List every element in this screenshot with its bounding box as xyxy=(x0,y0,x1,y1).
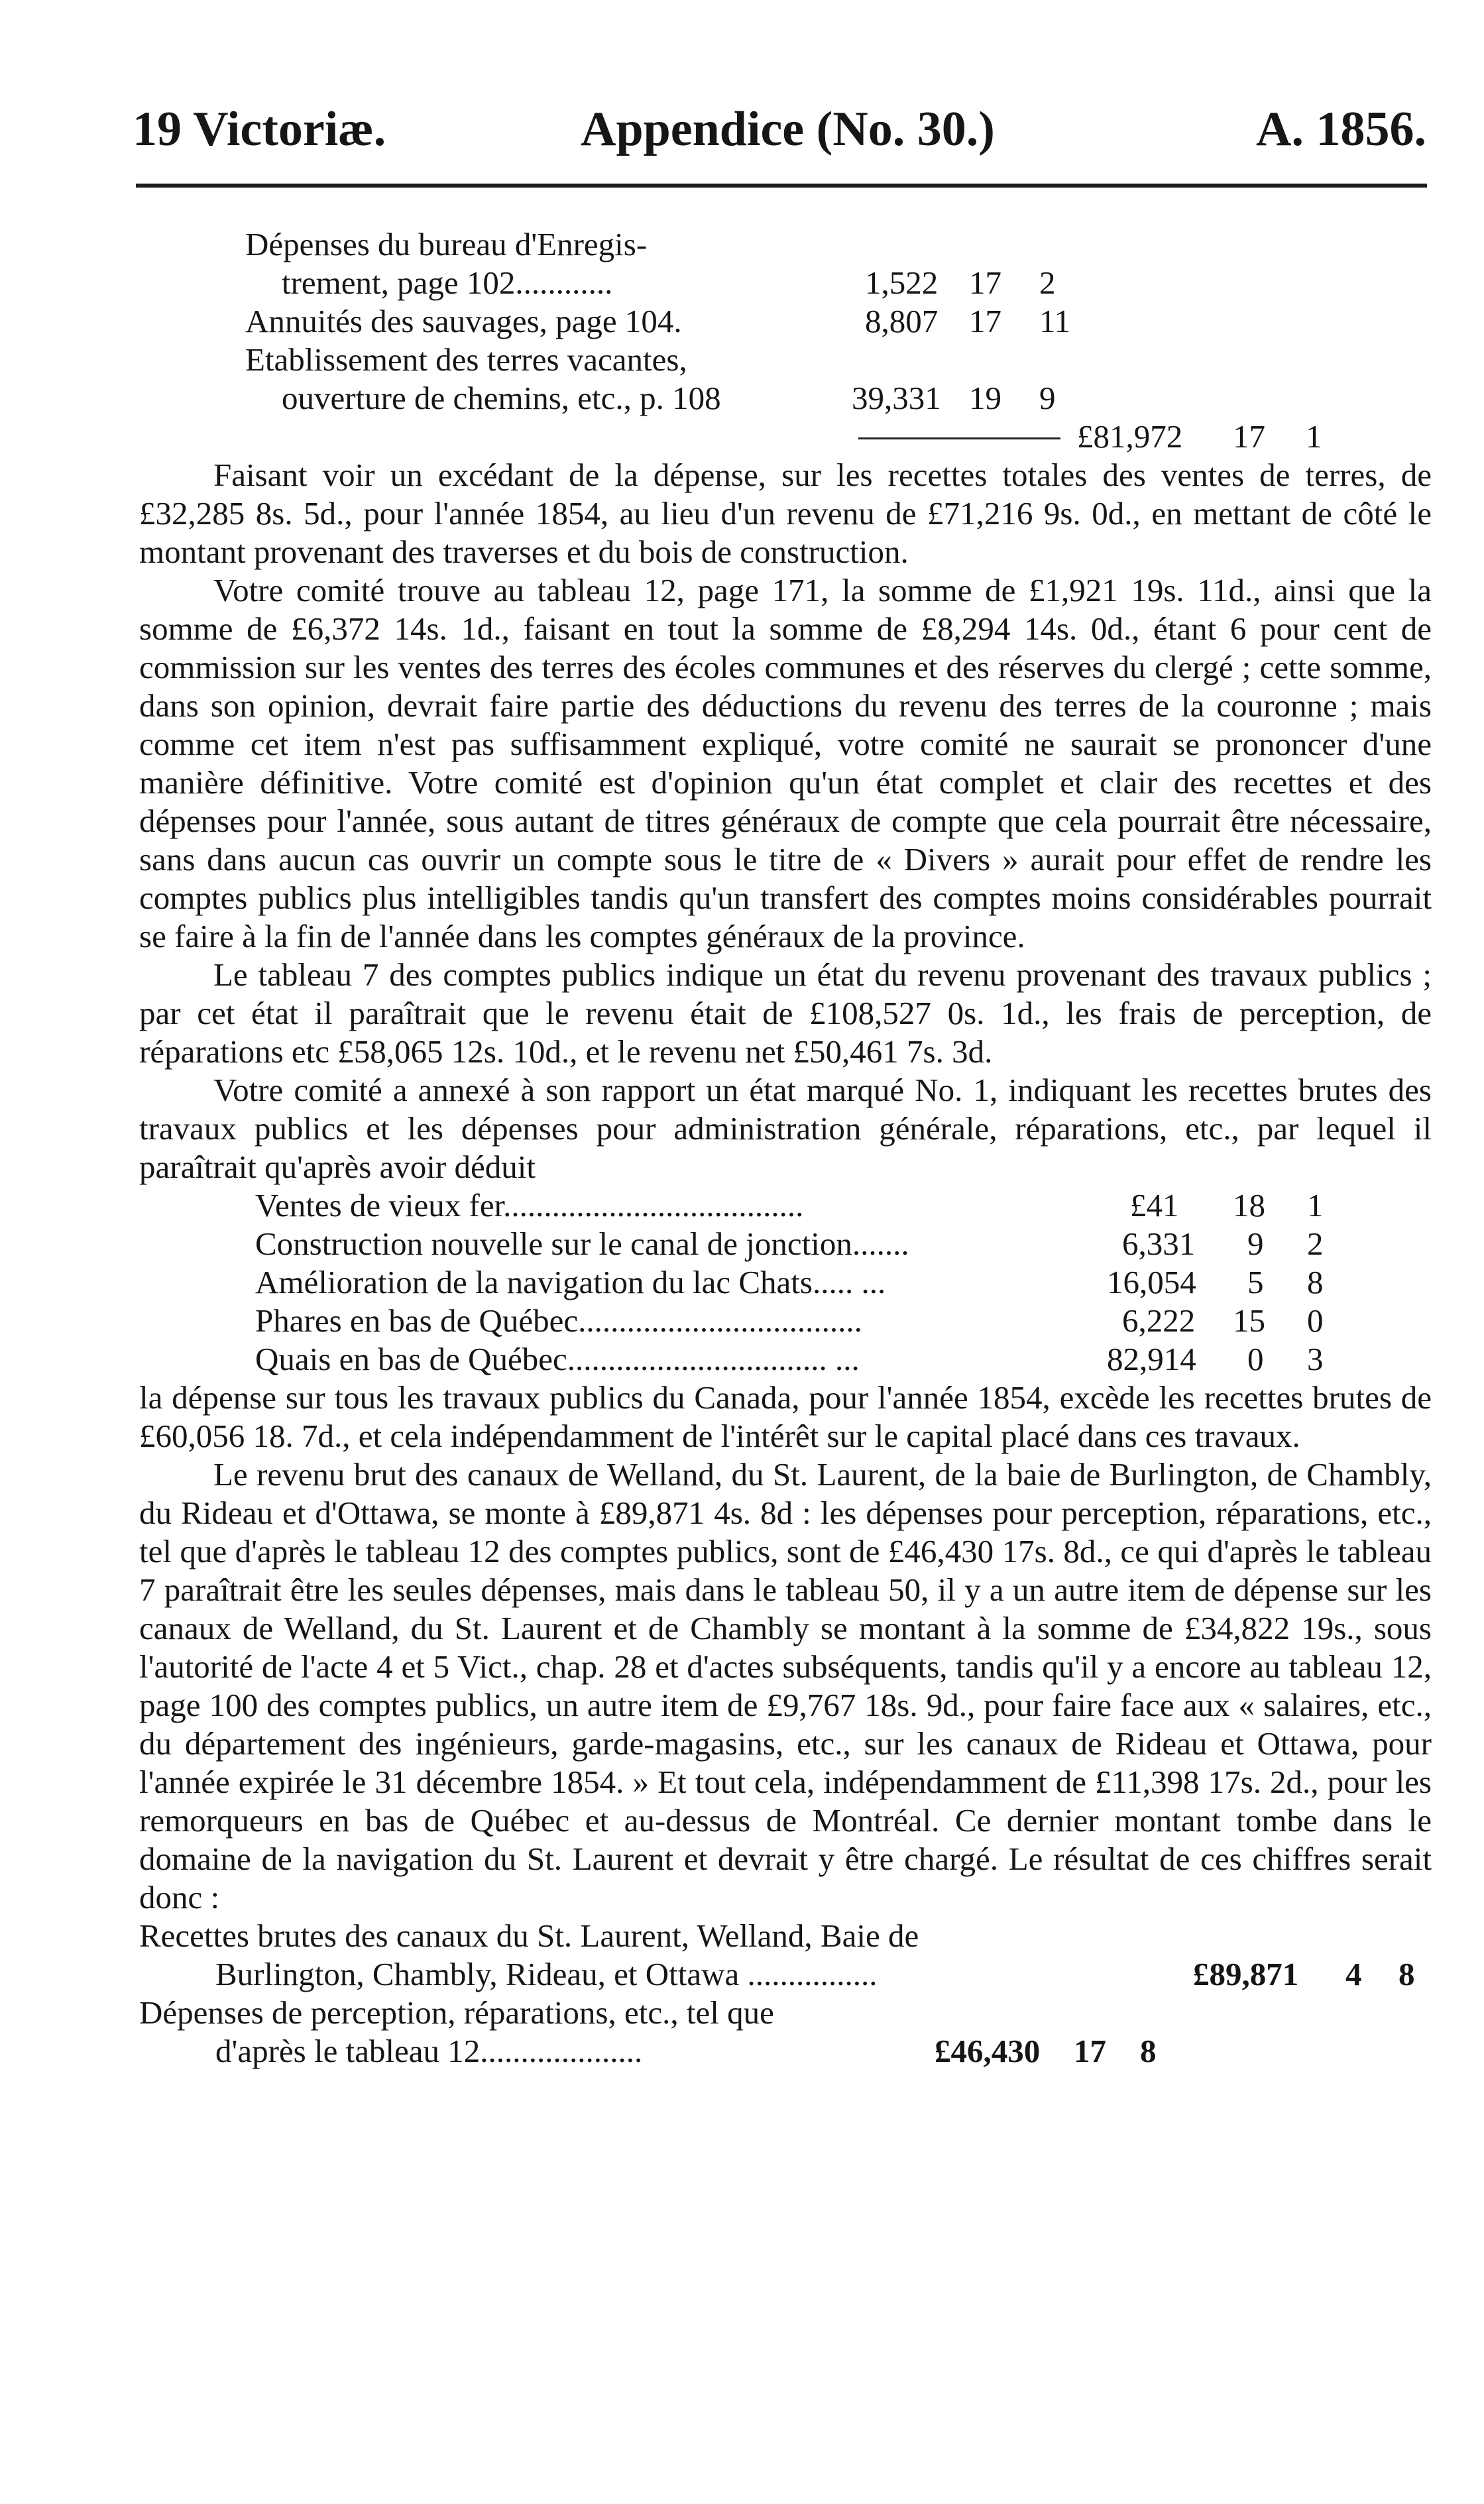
row-amount: 16,054 xyxy=(1107,1264,1196,1300)
row-label: Dépenses du bureau d'Enregis- xyxy=(245,226,648,262)
row-amount: 1,522 xyxy=(865,264,939,301)
table-row xyxy=(139,1955,1432,1994)
row-label: Recettes brutes des canaux du St. Laurent, Welland, Baie de xyxy=(139,1917,919,1954)
header-right: A. 1856. xyxy=(1256,102,1426,156)
row-amount: 8,807 xyxy=(865,303,939,339)
row-label: Dépenses de perception, réparations, etc., tel que xyxy=(139,1994,774,2031)
row-shillings: 0 xyxy=(1247,1341,1264,1377)
row-amount: £41 xyxy=(1130,1187,1179,1224)
table-row xyxy=(139,2032,1432,2071)
table-row xyxy=(139,302,1432,341)
row-shillings: 9 xyxy=(1247,1225,1264,1262)
row-label: Annuités des sauvages, page 104. xyxy=(245,303,682,339)
row-pence: 8 xyxy=(1140,2033,1157,2069)
table-row xyxy=(139,225,1432,264)
row-label: Ventes de vieux fer..................................... xyxy=(255,1187,804,1224)
header-center: Appendice (No. 30.) xyxy=(581,102,995,156)
row-amount: 6,331 xyxy=(1122,1225,1196,1262)
table-row xyxy=(139,1917,1432,1955)
total-rule xyxy=(858,437,1060,439)
table-row xyxy=(139,1302,1432,1340)
row-label: Quais en bas de Québec................................ ... xyxy=(255,1341,860,1377)
table-row xyxy=(139,1994,1432,2032)
table-row xyxy=(139,1340,1432,1379)
deduction-table xyxy=(139,1186,1432,1379)
table-row xyxy=(139,1263,1432,1302)
row-amount: 39,331 xyxy=(852,380,941,416)
summary-table xyxy=(139,1917,1432,2071)
row-shillings: 15 xyxy=(1233,1302,1265,1339)
row-label: Burlington, Chambly, Rideau, et Ottawa ................ xyxy=(215,1956,878,1992)
row-label: Construction nouvelle sur le canal de jonction....... xyxy=(255,1225,909,1262)
row-pence: 11 xyxy=(1039,303,1071,339)
row-pence: 1 xyxy=(1307,1187,1324,1224)
row-shillings: 17 xyxy=(969,264,1001,301)
row-pence: 3 xyxy=(1307,1341,1324,1377)
paragraph-4: Votre comité a annexé à son rapport un état marqué No. 1, indiquant les recettes brutes des travaux publics et les dépenses pour administration générale, réparations, etc., par lequel il paraîtrait qu'après avoir déduit xyxy=(139,1072,1432,1185)
table-row xyxy=(139,1186,1432,1225)
table-total-row xyxy=(139,418,1432,456)
row-pence: 8 xyxy=(1398,1956,1415,1992)
row-shillings: 17 xyxy=(1074,2033,1106,2069)
total-shillings: 17 xyxy=(1233,418,1265,455)
row-shillings: 17 xyxy=(969,303,1001,339)
total-pence: 1 xyxy=(1306,418,1322,455)
paragraph-6: Le revenu brut des canaux de Welland, du St. Laurent, de la baie de Burlington, de Chambly, du Rideau et d'Ottawa, se monte à £89,871 4s. 8d : les dépenses pour perception, réparations, etc., tel que d'après le tableau 12 des comptes publics, sont de £46,430 17s. 8d., ce qui d'après le tableau 7 paraîtrait être les seules dépenses, mais dans le tableau 50, il y a un autre item de dépense sur les canaux de Welland, du St. Laurent et de Chambly se montant à la somme de £34,822 19s., sous l'autorité de l'acte 4 et 5 Vict., chap. 28 et d'actes subséquents, tandis qu'il y a encore au tableau 12, page 100 des comptes publics, un autre item de £9,767 18s. 9d., pour faire face aux « salaires, etc., du département des ingénieurs, garde-magasins, etc., sur les canaux de Rideau et Ottawa, pour l'année expirée le 31 décembre 1854. » Et tout cela, indépendamment de £11,398 17s. 2d., pour les remorqueurs en bas de Québec et au-dessus de Montréal. Ce dernier montant tombe dans le domaine de la navigation du St. Laurent et devrait y être chargé. Le résultat de ces chiffres serait donc : xyxy=(139,1456,1432,1915)
table-row xyxy=(139,1225,1432,1263)
row-pence: 9 xyxy=(1039,380,1056,416)
total-amount: £81,972 xyxy=(1077,418,1183,455)
row-label: trement, page 102............ xyxy=(282,264,613,301)
table-row xyxy=(139,264,1432,302)
page-header xyxy=(133,99,1426,159)
row-pence: 8 xyxy=(1307,1264,1324,1300)
paragraph-1: Faisant voir un excédant de la dépense, sur les recettes totales des ventes de terres, de £32,285 8s. 5d., pour l'année 1854, au lieu d'un revenu de £71,216 9s. 0d., en mettant de côté le montant provenant des traverses et du bois de construction. xyxy=(139,457,1432,570)
row-shillings: 5 xyxy=(1247,1264,1264,1300)
row-shillings: 4 xyxy=(1345,1956,1362,1992)
row-pence: 2 xyxy=(1039,264,1056,301)
header-left: 19 Victoriæ. xyxy=(133,102,386,156)
row-amount: 6,222 xyxy=(1122,1302,1196,1339)
row-label: ouverture de chemins, etc., p. 108 xyxy=(282,380,721,416)
page-body xyxy=(139,225,1432,2071)
table-row xyxy=(139,379,1432,418)
paragraph-3: Le tableau 7 des comptes publics indique un état du revenu provenant des travaux publics ; par cet état il paraîtrait que le revenu était de £108,527 0s. 1d., les frais de perception, de réparations etc £58,065 12s. 10d., et le revenu net £50,461 7s. 3d. xyxy=(139,956,1432,1070)
row-label: d'après le tableau 12.................... xyxy=(215,2033,643,2069)
paragraph-2: Votre comité trouve au tableau 12, page 171, la somme de £1,921 19s. 11d., ainsi que la somme de £6,372 14s. 1d., faisant en tout la somme de £8,294 14s. 0d., étant 6 pour cent de commission sur les ventes des terres des écoles communes et des réserves du clergé ; cette somme, dans son opinion, devrait faire partie des déductions du revenu des terres de la couronne ; mais comme cet item n'est pas suffisamment expliqué, votre comité ne saurait se prononcer d'une manière définitive. Votre comité est d'opinion qu'un état complet et clair des recettes et des dépenses pour l'année, sous autant de titres généraux de compte que cela pourrait être nécessaire, sans dans aucun cas ouvrir un compte sous le titre de « Divers » aurait pour effet de rendre les comptes publics plus intelligibles tandis qu'un transfert des comptes moins considérables pourrait se faire à la fin de l'année dans les comptes généraux de la province. xyxy=(139,572,1432,954)
row-pence: 0 xyxy=(1307,1302,1324,1339)
table-row xyxy=(139,341,1432,379)
row-amount: 82,914 xyxy=(1107,1341,1196,1377)
header-rule xyxy=(136,184,1427,188)
row-label: Phares en bas de Québec................................... xyxy=(255,1302,862,1339)
row-shillings: 18 xyxy=(1233,1187,1265,1224)
row-label: Amélioration de la navigation du lac Chats..... ... xyxy=(255,1264,886,1300)
top-expense-table xyxy=(139,225,1432,456)
row-shillings: 19 xyxy=(969,380,1001,416)
row-amount: £46,430 xyxy=(935,2033,1041,2069)
row-amount: £89,871 xyxy=(1193,1956,1299,1992)
row-label: Etablissement des terres vacantes, xyxy=(245,341,687,378)
row-pence: 2 xyxy=(1307,1225,1324,1262)
paragraph-5: la dépense sur tous les travaux publics du Canada, pour l'année 1854, excède les recettes brutes de £60,056 18. 7d., et cela indépendamment de l'intérêt sur le capital placé dans ces travaux. xyxy=(139,1379,1432,1454)
